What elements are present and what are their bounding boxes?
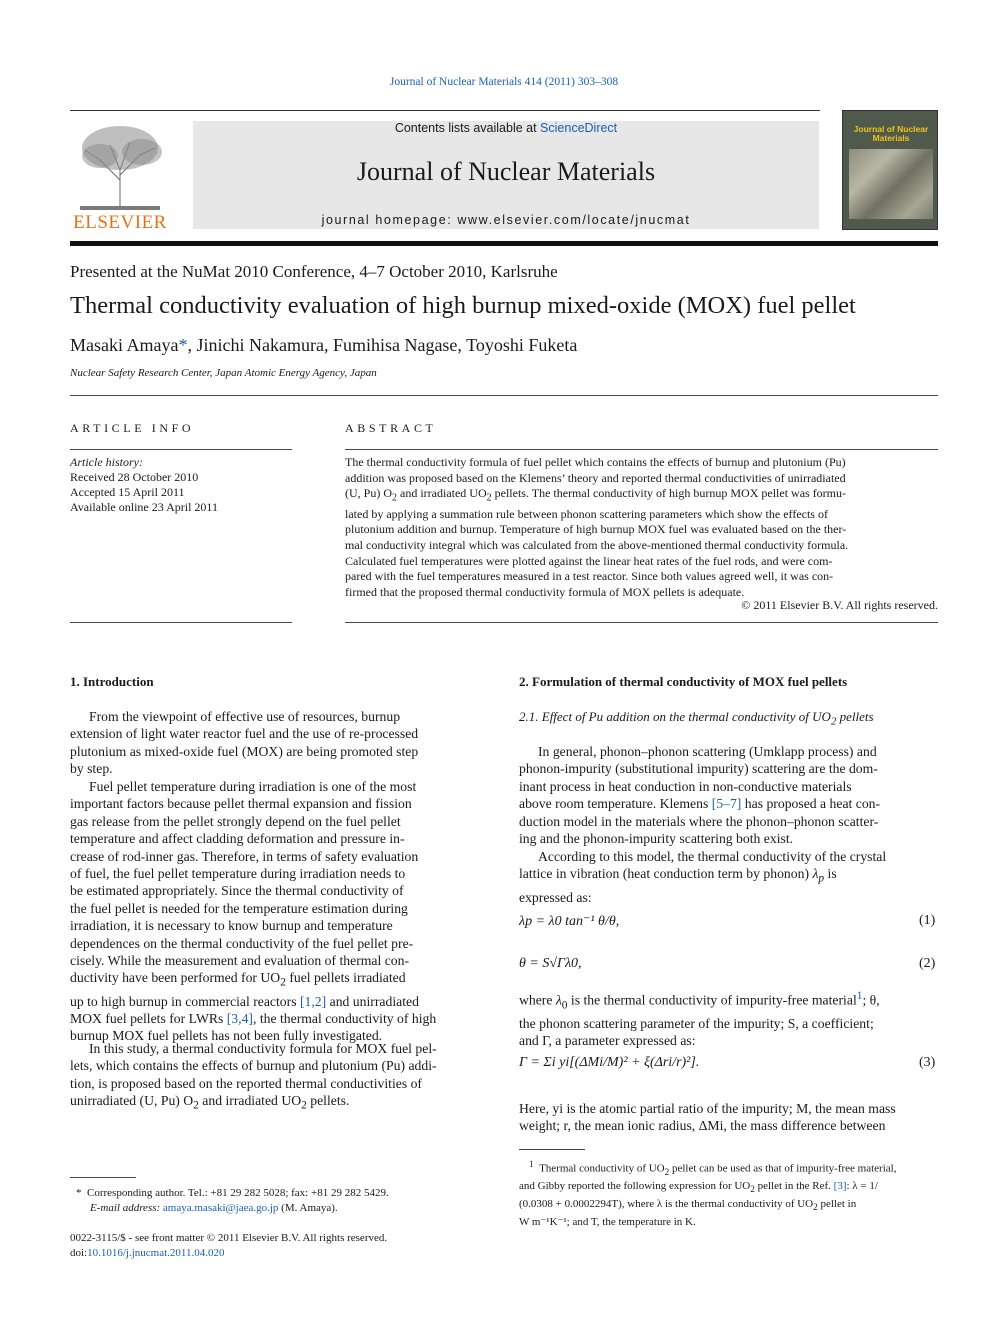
article-history: Article history: Received 28 October 2010 Accepted 15 April 2011 Available online 23 April 2011	[70, 455, 218, 514]
sciencedirect-link[interactable]: ScienceDirect	[540, 121, 618, 135]
header-rule	[70, 110, 820, 111]
footnote-rule-right	[519, 1149, 585, 1150]
journal-cover-image	[842, 110, 938, 230]
cover-title: Journal of Nuclear Materials	[853, 124, 929, 143]
intro-paragraph-1: From the viewpoint of effective use of resources, burnup extension of light water reactor fuel and the use of re-processed plutonium as mixed-oxide fuel (MOX) are being promoted step by step.	[70, 709, 419, 777]
abstract-rule	[345, 449, 938, 450]
section-2-paragraph-4: Here, yi is the atomic partial ratio of the impurity; M, the mean mass weight; r, the mean ionic radius, ΔMi, the mass difference between	[519, 1101, 896, 1134]
corresponding-author-footnote: * Corresponding author. Tel.: +81 29 282 5028; fax: +81 29 282 5429. E-mail address: amaya.masaki@jaea.go.jp (M. Amaya).	[76, 1187, 389, 1214]
article-info-bottom-rule	[70, 622, 292, 623]
ref-1-2[interactable]: [1,2]	[299, 993, 327, 1009]
affiliation: Nuclear Safety Research Center, Japan Atomic Energy Agency, Japan	[70, 367, 377, 379]
abstract-copyright: © 2011 Elsevier B.V. All rights reserved.	[741, 598, 938, 612]
equation-3-number: (3)	[919, 1055, 936, 1070]
abstract-bottom-rule	[345, 622, 938, 623]
cover-photo	[849, 149, 933, 219]
elsevier-tree-logo	[70, 120, 170, 212]
equation-1-number: (1)	[919, 913, 936, 928]
equation-2: θ = S√Γλ0,	[519, 956, 582, 971]
section-1-heading: 1. Introduction	[70, 674, 154, 689]
doi-link[interactable]: 10.1016/j.jnucmat.2011.04.020	[87, 1246, 225, 1259]
footnote-1: $^1$ Thermal conductivity of $UO_2$ pellet can be used as that of impurity-free material, and Gibby reported the following expression for $UO_2$ pellet in the Ref. [3]: λ = 1/ (0.0308 + 0.0002294T), where λ is the thermal conductivity of $UO_2$ pellet in W m⁻¹K⁻¹; and T, the temperature in K.	[519, 1159, 897, 1228]
ref-5-7[interactable]: [5–7]	[711, 796, 742, 812]
equation-2-number: (2)	[919, 956, 936, 971]
elsevier-wordmark: ELSEVIER	[73, 212, 167, 233]
journal-reference[interactable]: Journal of Nuclear Materials 414 (2011) 303–308	[389, 76, 619, 88]
corresponding-author-mark[interactable]: *	[178, 335, 188, 355]
intro-paragraph-2: Fuel pellet temperature during irradiation is one of the most important factors because pellet thermal expansion and fission gas release from the pellet strongly depend on the fuel pellet temperature and affect cladding deformation and pressure in- crease of rod-inner gas. Therefore, in terms of safety evaluation of fuel, the fuel pellet temperature during irradiation needs to be estimated appropriately. Since the thermal conductivity of the fuel pellet is needed for the temperature estimation during irradiation, it is necessary to know burnup and temperature dependences on the thermal conductivity of the fuel pellet pre- cisely. While the measurement and evaluation of thermal con- ductivity have been performed for $UO_2$ fuel pellets irradiated up to high burnup in commercial reactors [1,2] and unirradiated MOX fuel pellets for LWRs [3,4], the thermal conductivity of high burnup MOX fuel pellets has not been fully investigated.	[70, 779, 437, 1044]
subsection-2-1-heading: 2.1. Effect of Pu addition on the thermal conductivity of $UO_2$ pellets	[519, 709, 874, 728]
conference-note: Presented at the NuMat 2010 Conference, 4–7 October 2010, Karlsruhe	[70, 262, 558, 281]
journal-homepage[interactable]: journal homepage: www.elsevier.com/locate/jnucmat	[321, 213, 691, 227]
section-2-heading: 2. Formulation of thermal conductivity of MOX fuel pellets	[519, 674, 848, 689]
equation-3: Γ = Σi yi[(ΔMi/M)² + ξ(Δri/r)²].	[519, 1055, 700, 1070]
intro-paragraph-3: In this study, a thermal conductivity formula for MOX fuel pel- lets, which contains the effects of burnup and plutonium (Pu) addi- tion, is proposed based on the reported thermal conductivities of unirradiated (U, Pu) $O_2$ and irradiated $UO_2$ pellets.	[70, 1041, 437, 1112]
contents-line: Contents lists available at ScienceDirect	[394, 121, 618, 135]
section-2-paragraph-3: where $\lambda_0$ is the thermal conductivity of impurity-free material$^1$; θ, the phonon scattering parameter of the impurity; S, a coefficient; and Γ, a parameter expressed as:	[519, 990, 880, 1049]
article-info-heading: ARTICLE INFO	[70, 421, 195, 435]
article-info-rule	[70, 449, 292, 450]
front-matter: 0022-3115/$ - see front matter © 2011 Elsevier B.V. All rights reserved. doi:10.1016/j.jnucmat.2011.04.020	[70, 1232, 388, 1259]
footnote-rule-left	[70, 1177, 136, 1178]
header-thick-rule	[70, 241, 938, 246]
title-rule	[70, 395, 938, 396]
abstract-heading: ABSTRACT	[345, 421, 437, 435]
section-2-paragraph-1: In general, phonon–phonon scattering (Umklapp process) and phonon-impurity (substitutional impurity) scattering are the dom- inant process in heat conduction in non-conductive materials above room temperature. Klemens [5–7] has proposed a heat con- duction model in the materials where the phonon–phonon scatter- ing and the phonon-impurity scattering both exist.	[519, 744, 881, 847]
ref-3-4[interactable]: [3,4]	[226, 1011, 253, 1027]
footnote-1-mark[interactable]: 1	[856, 990, 863, 1002]
section-2-paragraph-2: According to this model, the thermal conductivity of the crystal lattice in vibration (heat conduction term by phonon) $\lambda_p$ is expressed as:	[519, 849, 887, 905]
footnote-ref-3[interactable]: [3]	[833, 1180, 847, 1193]
author-email-link[interactable]: amaya.masaki@jaea.go.jp	[162, 1201, 279, 1214]
journal-name: Journal of Nuclear Materials	[356, 157, 656, 186]
article-title: Thermal conductivity evaluation of high burnup mixed-oxide (MOX) fuel pellet	[70, 292, 856, 319]
equation-1: λp = λ0 tan⁻¹ θ/θ,	[519, 914, 620, 929]
abstract-text: The thermal conductivity formula of fuel pellet which contains the effects of burnup and plutonium (Pu) addition was proposed based on the Klemens’ theory and reported thermal conductivities of unirradiated (U, Pu) $O_2$ and irradiated $UO_2$ pellets. The thermal conductivity of high burnup MOX pellet was formu- lated by applying a summation rule between phonon scattering parameters which show the effects of plutonium addition and burnup. Temperature of high burnup MOX fuel was evaluated based on the ther- mal conductivity integral which was calculated from the above-mentioned thermal conductivity formula. Calculated fuel temperatures were plotted against the linear heat rates of the fuel rods, and were com- pared with the fuel temperatures measured in a test reactor. Since both values agreed well, it was con- firmed that the proposed thermal conductivity formula of MOX pellets is adequate.	[345, 455, 849, 600]
author-list: Masaki Amaya*, Jinichi Nakamura, Fumihisa Nagase, Toyoshi Fuketa	[70, 335, 578, 355]
